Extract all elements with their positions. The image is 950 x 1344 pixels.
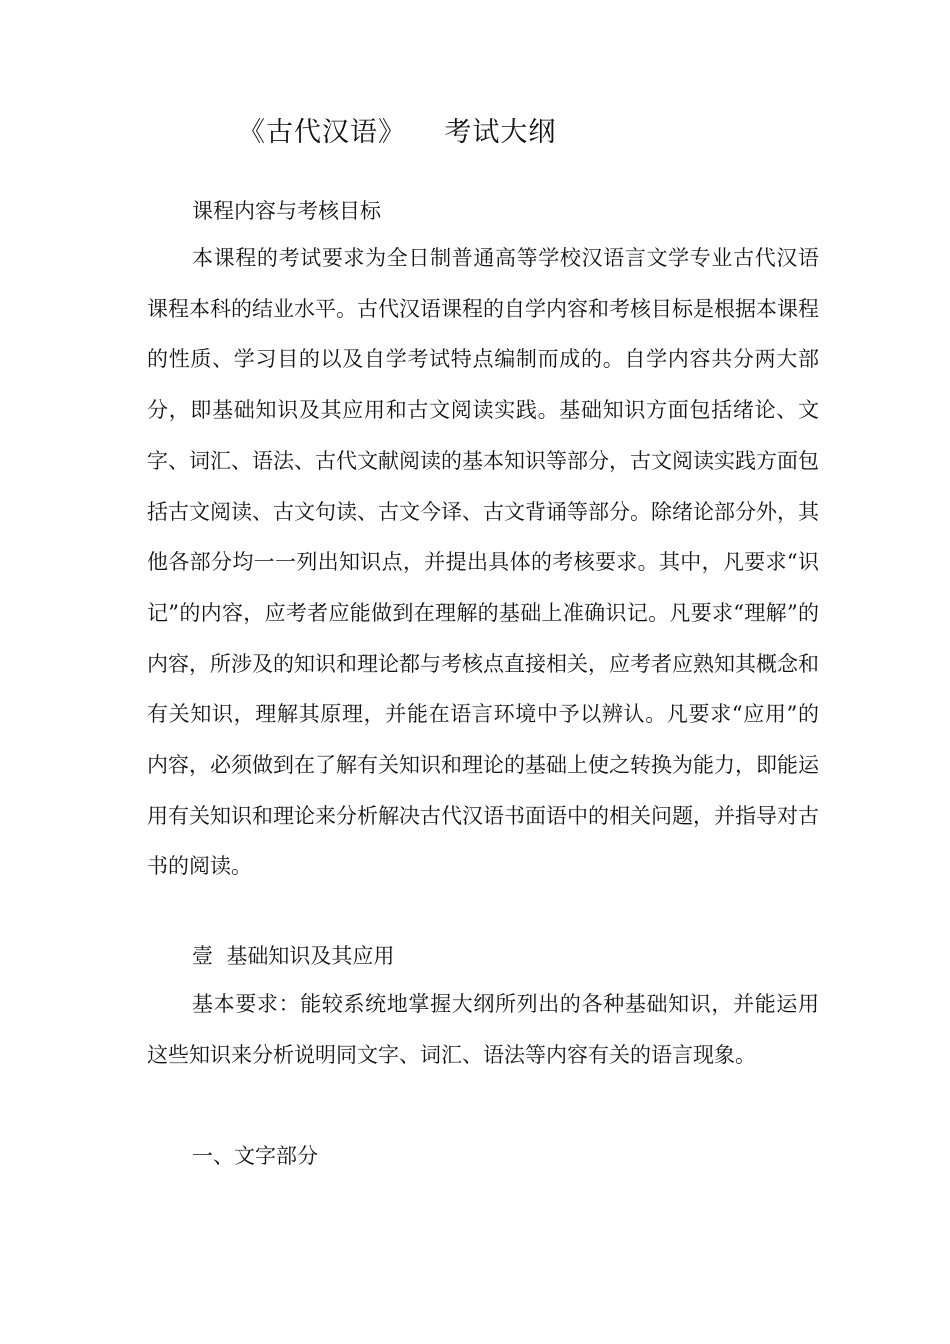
section-paragraph-course-content: 本课程的考试要求为全日制普通高等学校汉语言文学专业古代汉语课程本科的结业水平。古代汉语课程的自学内容和考核目标是根据本课程的性质、学习目的以及自学考试特点编制而成的。自学内容共分两大部分，即基础知识及其应用和古文阅读实践。基础知识方面包括绪论、文字、词汇、语法、古代文献阅读的基本知识等部分，古文阅读实践方面包括古文阅读、古文句读、古文今译、古文背诵等部分。除绪论部分外，其他各部分均一一列出知识点，并提出具体的考核要求。其中，凡要求“识记”的内容，应考者应能做到在理解的基础上准确识记。凡要求“理解”的内容，所涉及的知识和理论都与考核点直接相关，应考者应熟知其概念和有关知识，理解其原理，并能在语言环境中予以辨认。凡要求“应用”的内容，必须做到在了解有关知识和理论的基础上使之转换为能力，即能运用有关知识和理论来分析解决古代汉语书面语中的相关问题，并指导对古书的阅读。 — [147, 246, 819, 879]
section-heading-course-content: 课程内容与考核目标 — [192, 199, 381, 223]
section-heading-basic-knowledge: 壹 基础知识及其应用 — [192, 944, 395, 968]
section-paragraph-basic-requirements: 基本要求：能较系统地掌握大纲所列出的各种基础知识，并能运用这些知识来分析说明同文字、词汇、语法等内容有关的语言现象。 — [147, 992, 819, 1067]
section-heading-writing-part: 一、文字部分 — [192, 1144, 318, 1168]
document-title: 《古代汉语》 考试大纲 — [238, 117, 557, 148]
